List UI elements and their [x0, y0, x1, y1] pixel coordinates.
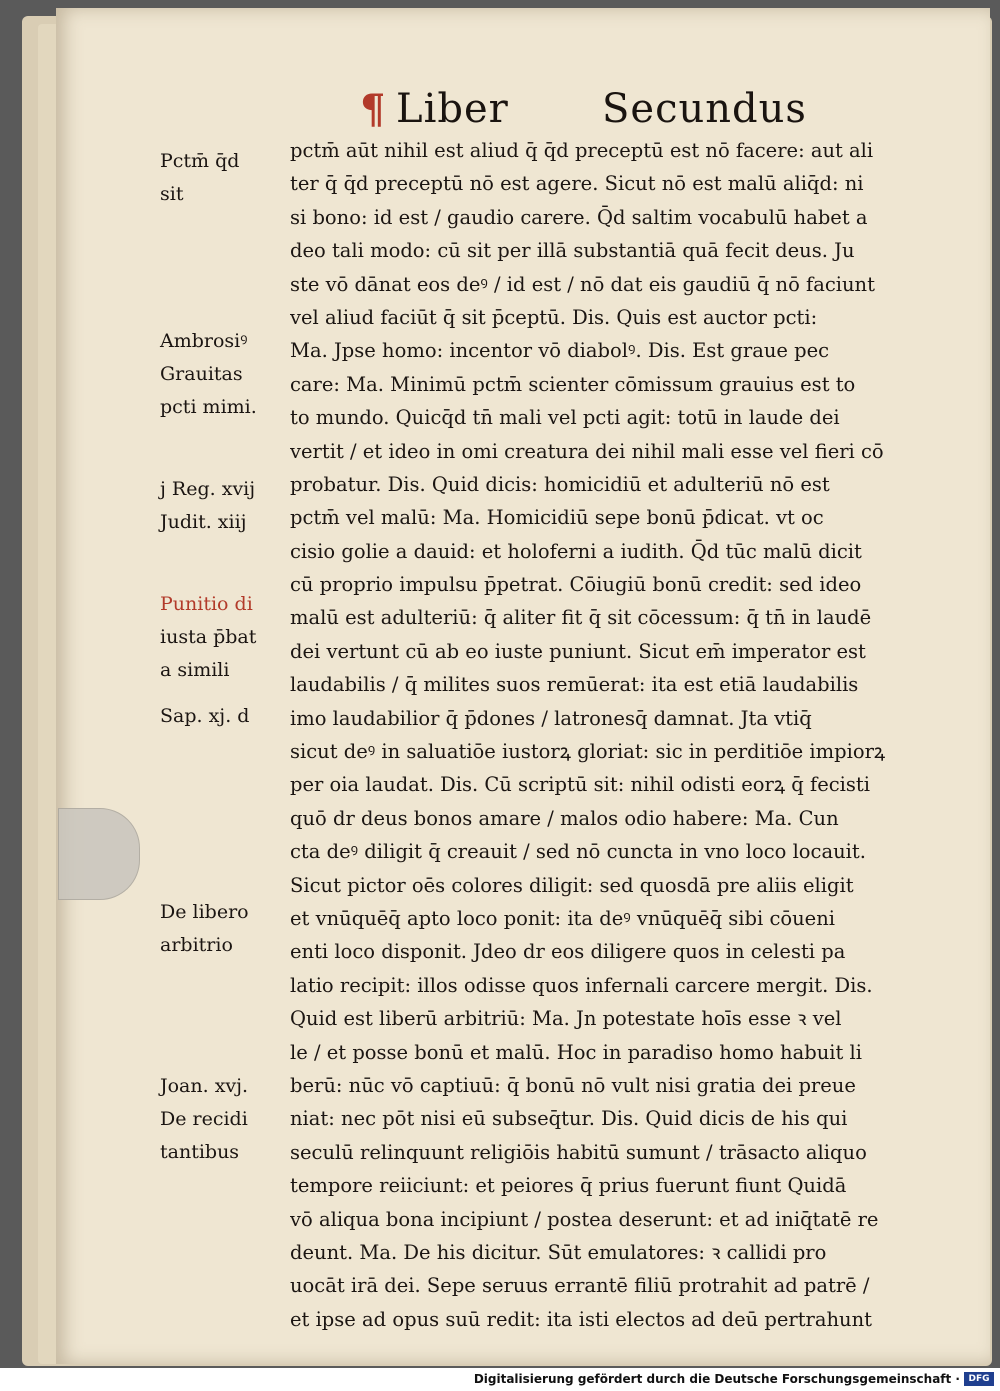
- marginal-line: Sap. xj. d: [160, 705, 250, 727]
- text-line: ste vō dānat eos deꝰ / id est / nō dat eis gaudiū q̄ nō faciunt: [290, 272, 875, 296]
- dfg-logo: DFG: [964, 1372, 994, 1386]
- text-line: vō aliqua bona incipiunt / postea deserunt: et ad iniq̄tatē re: [290, 1207, 879, 1231]
- text-line: uocāt irā dei. Sepe seruus errantē filiū protrahit ad patrē /: [290, 1274, 870, 1298]
- text-line: malū est adulteriū: q̄ aliter fit q̄ sit cōcessum: q̄ tn̄ in laudē: [290, 606, 872, 630]
- text-line: deo tali modo: cū sit per illā substantiā quā fecit deus. Ju: [290, 239, 855, 263]
- text-line: probatur. Dis. Quid dicis: homicidiū et adulteriū nō est: [290, 472, 830, 496]
- marginal-line: iusta p̄bat: [160, 626, 257, 648]
- marginal-line: pcti mimi.: [160, 396, 257, 418]
- running-head-word1: Liber: [396, 86, 509, 132]
- text-line: latio recipit: illos odisse quos infernali carcere mergit. Dis.: [290, 973, 873, 997]
- main-text-column: [290, 134, 930, 1336]
- marginal-line: Judit. xiij: [160, 511, 247, 533]
- text-line: niat: nec pōt nisi eū subseq̄tur. Dis. Quid dicis de his qui: [290, 1107, 848, 1131]
- text-line: pctm̄ aūt nihil est aliud q̄ q̄d preceptū est nō facere: aut ali: [290, 139, 874, 162]
- digitization-footer: [0, 1368, 1000, 1391]
- text-line: si bono: id est / gaudio carere. Q̄d saltim vocabulū habet a: [290, 205, 868, 229]
- text-line: et ipse ad opus suū redit: ita isti electos ad deū pertrahunt: [290, 1307, 873, 1331]
- text-line: Quid est liberū arbitriū: Ma. Jn potestate hoīs esse ꝛ vel: [290, 1007, 842, 1031]
- marginal-line: Ambrosiꝰ: [160, 330, 248, 352]
- running-head-word2: Secundus: [602, 86, 807, 132]
- text-line: to mundo. Quicq̄d tn̄ mali vel pcti agit: totū in laude dei: [290, 406, 840, 430]
- marginal-note-3: [160, 473, 285, 539]
- text-line: quō dr deus bonos amare / malos odio habere: Ma. Cun: [290, 806, 839, 830]
- text-line: imo laudabilior q̄ p̄dones / latronesq̄ damnat. Jta vtiq̄: [290, 706, 812, 730]
- text-line: cū proprio impulsu p̄petrat. Cōiugiū bonū credit: sed ideo: [290, 573, 862, 597]
- text-line: deunt. Ma. De his dicitur. Sūt emulatores: ꝛ callidi pro: [290, 1240, 827, 1264]
- marginal-line: Grauitas: [160, 363, 243, 385]
- marginal-line: Punitio di: [160, 593, 253, 615]
- marginal-note-5: [160, 700, 285, 733]
- text-line: per oia laudat. Dis. Cū scriptū sit: nihil odisti eorꝝ q̄ fecisti: [290, 773, 870, 797]
- pilcrow-mark: ¶: [360, 86, 387, 133]
- text-line: tempore reiiciunt: et peiores q̄ prius fuerunt fiunt Quidā: [290, 1174, 847, 1198]
- text-line: dei vertunt cū ab eo iuste puniunt. Sicut em̄ imperator est: [290, 639, 866, 663]
- marginal-note-1: [160, 145, 285, 211]
- text-line: cta deꝰ diligit q̄ creauit / sed nō cuncta in vno loco locauit.: [290, 840, 866, 864]
- marginal-line: tantibus: [160, 1141, 240, 1163]
- marginal-note-4: [160, 588, 285, 687]
- text-line: et vnūquēq̄ apto loco ponit: ita deꝰ vnūquēq̄ sibi cōueni: [290, 906, 835, 930]
- marginal-note-7: [160, 1070, 285, 1169]
- text-line: cisio golie a dauid: et holoferni a iudith. Q̄d tūc malū dicit: [290, 539, 862, 563]
- marginal-line: De libero: [160, 901, 249, 923]
- text-line: vertit / et ideo in omi creatura dei nihil mali esse vel fieri cō: [290, 439, 884, 463]
- text-line: berū: nūc vō captiuū: q̄ bonū nō vult nisi gratia dei preue: [290, 1073, 856, 1097]
- text-line: pctm̄ vel malū: Ma. Homicidiū sepe bonū p̄dicat. vt oc: [290, 506, 824, 530]
- text-line: vel aliud faciūt q̄ sit p̄ceptū. Dis. Quis est auctor pcti:: [290, 305, 818, 329]
- text-line: seculū relinquunt religiōis habitū sumunt / trāsacto aliquo: [290, 1140, 867, 1164]
- text-line: Sicut pictor oēs colores diligit: sed quosdā pre aliis eligit: [290, 873, 854, 897]
- running-head: [360, 86, 820, 136]
- text-line: laudabilis / q̄ milites suos remūerat: ita est etiā laudabilis: [290, 673, 859, 697]
- marginal-line: j Reg. xvij: [160, 478, 256, 500]
- marginal-line: sit: [160, 183, 184, 205]
- page-clip: [58, 808, 140, 900]
- marginal-note-2: [160, 325, 285, 424]
- marginal-line: arbitrio: [160, 934, 233, 956]
- text-line: le / et posse bonū et malū. Hoc in paradiso homo habuit li: [290, 1040, 862, 1064]
- marginal-note-6: [160, 896, 285, 962]
- text-line: sicut deꝰ in saluatiōe iustorꝝ gloriat: sic in perditiōe impiorꝝ: [290, 740, 886, 764]
- text-line: enti loco disponit. Jdeo dr eos diligere quos in celesti pa: [290, 940, 846, 964]
- text-line: Ma. Jpse homo: incentor vō diabolꝰ. Dis. Est graue pec: [290, 339, 830, 363]
- text-line: ter q̄ q̄d preceptū nō est agere. Sicut nō est malū aliq̄d: ni: [290, 172, 864, 196]
- marginal-line: a simili: [160, 659, 230, 681]
- text-line: care: Ma. Minimū pctm̄ scienter cōmissum grauius est to: [290, 372, 856, 396]
- footer-credit: Digitalisierung gefördert durch die Deutsche Forschungsgemeinschaft ·: [473, 1372, 960, 1386]
- marginal-line: Pctm̄ q̄d: [160, 150, 240, 172]
- marginal-line: De recidi: [160, 1108, 248, 1130]
- marginal-line: Joan. xvj.: [160, 1075, 249, 1097]
